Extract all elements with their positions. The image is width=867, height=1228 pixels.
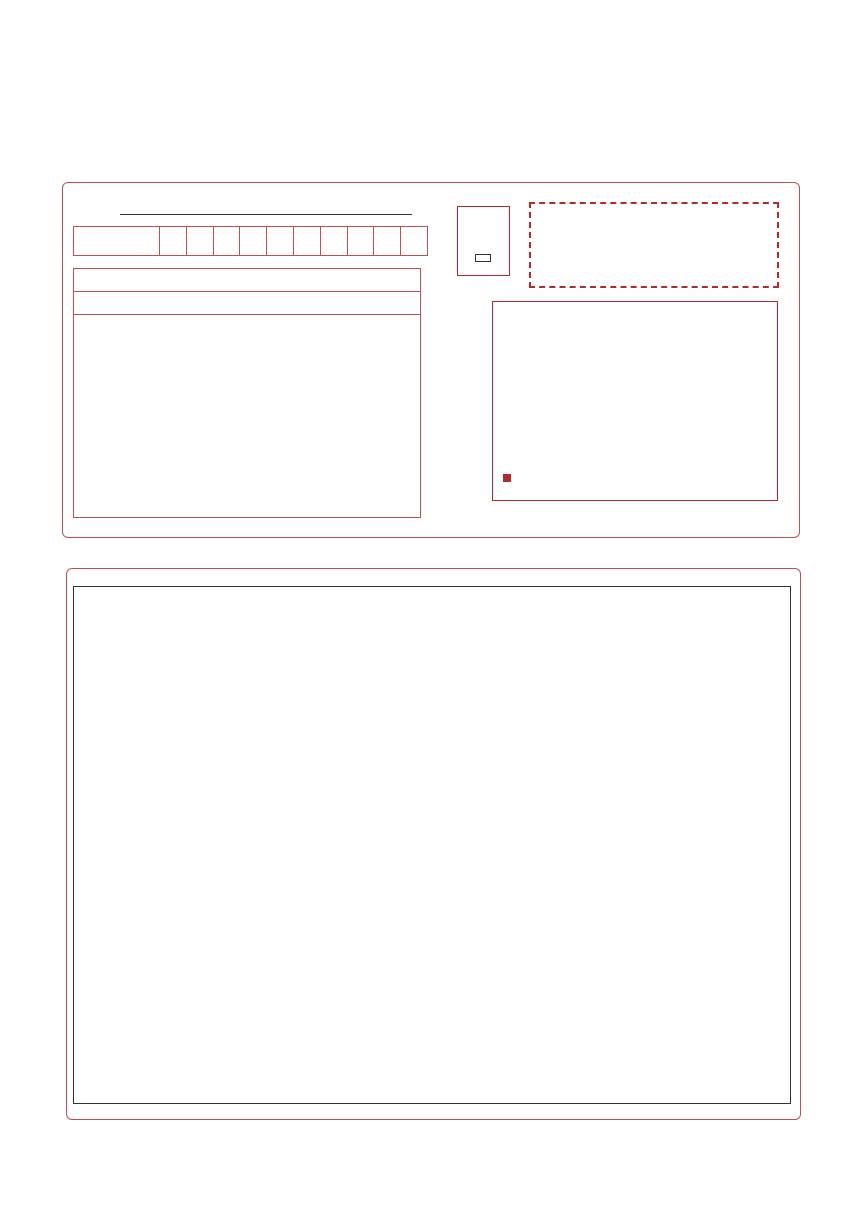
- filled-bubble-icon: [503, 474, 511, 482]
- barcode-area: [529, 202, 779, 288]
- absent-bubble[interactable]: [475, 254, 491, 262]
- exam-number-cell[interactable]: [321, 227, 348, 255]
- absent-mark-box[interactable]: [457, 206, 510, 276]
- exam-number-cell[interactable]: [214, 227, 241, 255]
- notes-panel: [492, 301, 778, 501]
- exam-number-cell[interactable]: [348, 227, 375, 255]
- fill-example: [503, 471, 771, 484]
- exam-number-cell[interactable]: [240, 227, 267, 255]
- exam-number-cell[interactable]: [374, 227, 401, 255]
- exam-number-cell[interactable]: [187, 227, 214, 255]
- exam-number-bubble-grid[interactable]: [73, 268, 421, 518]
- exam-number-label: [74, 227, 160, 255]
- grid-header: [74, 269, 420, 292]
- name-field[interactable]: [120, 214, 412, 215]
- exam-number-cell[interactable]: [401, 227, 427, 255]
- exam-number-cell[interactable]: [294, 227, 321, 255]
- timing-marks-top: [55, 47, 815, 61]
- answer-frame: [73, 586, 791, 1104]
- exam-number-cell[interactable]: [267, 227, 294, 255]
- exam-number-boxes[interactable]: [73, 226, 428, 256]
- exam-number-cell[interactable]: [160, 227, 187, 255]
- grid-write-row[interactable]: [74, 292, 420, 315]
- timing-marks-left: [43, 92, 55, 1122]
